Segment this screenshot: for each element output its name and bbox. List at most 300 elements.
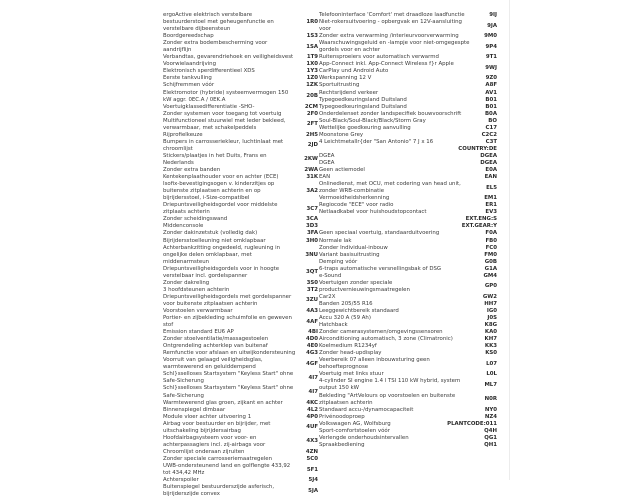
option-description: Koelmedium R1234yf (319, 343, 377, 350)
option-description: Schijfremmen vóór (163, 82, 215, 89)
option-code: 4D0 (306, 336, 318, 343)
option-code: 9P4 (485, 43, 497, 50)
option-code: 4ZN (305, 448, 318, 455)
option-description: Leeggewichtbereik standaard (319, 307, 399, 314)
option-description: Voertuig met links stuur (319, 371, 384, 378)
option-description: 3 hoofdsteunen achterin (163, 286, 230, 293)
option-row (319, 174, 497, 181)
option-row (319, 245, 497, 252)
option-row (319, 132, 497, 139)
option-code: 1T9 (306, 54, 318, 61)
option-code: 4BI (308, 329, 318, 336)
option-description: Geen actiemodel (319, 167, 365, 174)
option-code: 3A2 (306, 188, 318, 195)
option-description: Driepuntsveiligheidsgordels met gordelspanner voor buitenste zitplaatsen achterin (163, 293, 292, 307)
option-row (163, 421, 318, 435)
option-row (163, 484, 318, 498)
option-code: 20B (306, 93, 318, 100)
option-code: B0A (484, 110, 497, 117)
option-description: Binnenspiegel dimbaar (163, 406, 226, 413)
option-code: 3FA (307, 230, 318, 237)
option-row (163, 294, 318, 308)
option-code: C3T (485, 138, 497, 145)
option-description: Sport-comfortstoelen vóór (319, 427, 390, 434)
option-description: Portier- en zijbekleding schuimfolie en geweven stof (163, 315, 292, 329)
option-description: DGEA (319, 152, 335, 159)
option-row (319, 139, 497, 146)
option-description: Achterbankzitting ongedeeld, rugleuning in ongelijke delen omklapbaar, met middenarmsteun (163, 244, 281, 265)
option-code: 9IJ (489, 12, 497, 18)
option-code: 1Z0 (306, 75, 318, 82)
option-description: Zonder dakinzetstuk (volledig dak) (163, 230, 258, 237)
option-code: 2H5 (305, 131, 318, 138)
option-row (163, 280, 318, 287)
option-code: J0S (487, 315, 497, 322)
option-description: Driepuntsveiligheidsgordels voor in hoogte verstelbaar incl. gordelspanner (163, 265, 280, 279)
option-row (319, 350, 497, 357)
option-description: Schl}sselloses Startsystem "Keyless Start" ohne Safe-Sicherung (163, 371, 294, 385)
option-description: 6-traps automatische versnellingsbak of DSG (319, 265, 442, 272)
option-code: GW2 (482, 293, 497, 300)
option-code: EXT.GEAR:Y (461, 223, 497, 230)
option-code: 2CM (304, 103, 318, 110)
option-description: Rechtsrijdend verkeer (319, 89, 379, 96)
option-code: L07 (486, 360, 497, 367)
option-description: Hoofdairbagsysteem voor voor- en achterpassagiers incl. zij-airbags voor (163, 434, 266, 448)
option-code: 9T1 (485, 54, 497, 61)
option-row (319, 442, 497, 449)
option-code: ER1 (485, 202, 497, 209)
option-description: Hatchback (319, 322, 348, 329)
option-description: Veerbereik 07 alleen inbouwsturing geen behoefteprognose (319, 357, 430, 371)
option-row (163, 174, 318, 181)
option-row (319, 75, 497, 82)
option-row (163, 400, 318, 407)
option-description: Onlinedienst, met OCU, met codering van head unit, zonder WRB-combinatie (319, 181, 461, 195)
option-code: NZ4 (484, 413, 497, 420)
option-code: 4KC (306, 399, 318, 406)
option-code: 4P0 (306, 413, 318, 420)
option-row (163, 104, 318, 111)
option-row (319, 238, 497, 245)
option-row (163, 153, 318, 167)
option-row (319, 195, 497, 202)
option-code: 9JA (487, 22, 497, 29)
option-row (319, 125, 497, 132)
option-description: Demping vóór (319, 258, 358, 265)
page-edge-divider (509, 0, 510, 480)
option-row (319, 421, 497, 428)
option-description: Car2X (319, 293, 336, 300)
option-code: 9Z0 (485, 75, 497, 82)
option-description: Warmtewerend glas groen, zijkant en achter (163, 399, 283, 406)
option-description: Sportuitrusting (319, 82, 360, 89)
option-code: 5J4 (308, 477, 318, 484)
option-row (319, 294, 497, 301)
option-code: Q4H (484, 427, 497, 434)
option-code: FB0 (485, 237, 497, 244)
option-row (319, 118, 497, 125)
option-row (163, 371, 318, 385)
option-description: Module vloer achter uitvoering 1 (163, 413, 252, 420)
option-code: E0A (485, 167, 497, 174)
option-code: GP0 (484, 283, 497, 290)
option-code: 3C7 (306, 205, 318, 212)
option-code: BO (488, 117, 497, 124)
option-description: Verlengde onderhoudsintervallen (319, 434, 409, 441)
option-description: Elektromotor (hybride) systeemvermogen 150 kW aggr. 0EC.A / 0EK.A (163, 89, 289, 103)
option-row (319, 12, 497, 19)
option-row (163, 449, 318, 456)
option-code: 5C0 (306, 455, 318, 462)
option-row (319, 97, 497, 104)
option-row (319, 343, 497, 350)
option-row (163, 329, 318, 336)
option-description: Rijprofielkeuze (163, 131, 203, 138)
option-description: Netlaadkabel voor huishoudstopcontact (319, 209, 427, 216)
option-row (163, 308, 318, 315)
option-code: EM1 (484, 195, 497, 202)
option-description: Chroomlijst onderaan zijruiten (163, 448, 245, 455)
option-row (319, 167, 497, 174)
option-code: 4L2 (307, 406, 318, 413)
option-row (319, 61, 497, 75)
option-code: 2WA (304, 167, 318, 174)
option-code: 31K (306, 174, 318, 181)
option-row (319, 160, 497, 167)
option-row (163, 287, 318, 294)
option-description: Driepuntsveiligheidsgordel voor middelste zitplaats achterin (163, 202, 278, 216)
option-row (319, 336, 497, 343)
option-code: G0B (484, 258, 497, 265)
option-description: Airconditioning automatisch, 3 zone (Climatronic) (319, 336, 453, 343)
option-code: 4I7 (308, 374, 318, 381)
option-row (163, 435, 318, 449)
option-description: Voertuigen zonder speciale productvernieuwingsmaatregelen (319, 279, 410, 293)
option-code: NY0 (484, 406, 497, 413)
option-description: e-Sound (319, 272, 342, 279)
option-code: PLANTCODE:011 (447, 420, 497, 427)
option-description: Voorstoelen verwarmbaar (163, 307, 233, 314)
option-row (319, 414, 497, 421)
option-row (163, 82, 318, 89)
option-row (319, 322, 497, 329)
option-description: Typegoedkeuringsland Duitsland (319, 103, 407, 110)
option-code: 3CA (306, 216, 318, 223)
option-code: 3S0 (306, 279, 318, 286)
option-description: Geen speciaal voertuig, standaarduitvoering (319, 230, 440, 237)
option-description: Spraakbediening (319, 441, 365, 448)
option-description: Zonder stoelventilatie/massagestoelen (163, 336, 269, 343)
option-description: Voorruit van gelaagd veiligheidsglas, warmtewerend en geluiddempend (163, 357, 263, 371)
option-description: Kentekenplaathouder voor en achter (ECE) (163, 174, 279, 181)
option-code: 2KW (304, 156, 318, 163)
option-description: Schl}sselloses Startsystem "Keyless Start" ohne Safe-Sicherung (163, 385, 294, 399)
option-row (163, 230, 318, 237)
option-code: FC0 (485, 244, 497, 251)
option-description: 4-cylinder SI engine 1.4 l TSI 110 kW hybrid, system output 150 kW (319, 378, 461, 392)
option-description: Werkspanning 12 V (319, 75, 372, 82)
option-description: Verbandtas, gevarendriehoek en veiligheidsvest (163, 54, 294, 61)
option-row (163, 54, 318, 61)
option-description: Privénoodoproep (319, 413, 365, 420)
option-description: Regiocode "ECE" voor radio (319, 202, 394, 209)
option-row (163, 266, 318, 280)
option-code: 2JD (307, 142, 318, 149)
option-row (163, 238, 318, 245)
option-description: 4 Leichtmetallr{der "San Antonio" 7 J x 16 (319, 138, 434, 145)
option-code: EAN (484, 174, 497, 181)
option-code: 3D3 (306, 223, 318, 230)
option-description: Ruitensproeiers voor automatisch verwarmd (319, 54, 439, 61)
option-row (319, 266, 497, 273)
option-code: 5JA (308, 487, 318, 494)
option-description: Zonder Individual-inbouw (319, 244, 388, 251)
option-row (319, 329, 497, 336)
option-code: 3H0 (305, 237, 318, 244)
option-row (319, 259, 497, 266)
option-code: KS0 (485, 350, 497, 357)
option-code: 1SA (306, 43, 318, 50)
option-description: Wettelijke goedkeuring aanvulling (319, 124, 411, 131)
option-description: Emission standard EU6 AP (163, 329, 234, 336)
option-row (319, 202, 497, 209)
option-row (163, 40, 318, 54)
options-list-right (319, 12, 497, 449)
option-description: Achterspoiler (163, 477, 199, 484)
option-row (163, 343, 318, 350)
option-code: A8F (485, 82, 497, 89)
option-description: Buitenspiegel bestuurderszijde asferisch, bijrijderszijde convex (163, 484, 275, 498)
option-description: Niet-rokersuitvoering - opbergvak en 12V-aansluiting voor (319, 19, 462, 33)
option-code: QG1 (484, 434, 497, 441)
option-row (319, 146, 497, 153)
option-row (319, 280, 497, 294)
option-description: Zonder speciale carrosseriemaatregelen (163, 455, 273, 462)
option-row (319, 308, 497, 315)
option-description: Bumpers in carrosseriekleur, luchtinlaat met chroomlijst (163, 138, 284, 152)
option-code: GM4 (483, 272, 497, 279)
option-row (163, 118, 318, 132)
option-description: Zonder extra verwarming /interieurvoorverwarming (319, 33, 459, 40)
option-description: Accu 320 A (59 Ah) (319, 315, 371, 322)
option-code: EV3 (485, 209, 497, 216)
option-row (163, 414, 318, 421)
option-row (319, 301, 497, 308)
option-description: Bijrijdersstoelleuning niet omklapbaar (163, 237, 266, 244)
option-description: Eerste tankvulling (163, 75, 212, 82)
option-code: 4A3 (306, 307, 318, 314)
option-row (319, 40, 497, 54)
option-description: Onderdelenset zonder landspecifiek bouwvoorschrift (319, 110, 462, 117)
option-row (163, 111, 318, 118)
option-code: HH7 (484, 300, 497, 307)
option-row (163, 181, 318, 202)
option-row (319, 315, 497, 322)
option-code: 9WJ (485, 64, 497, 71)
option-row (319, 252, 497, 259)
option-code: 4GF (306, 360, 318, 367)
option-row (163, 139, 318, 153)
option-description: UWB-ondersteunend land en golflengte 433,92 tot 434,42 MHz (163, 463, 291, 477)
option-description: Ontgrendeling achterklep van buitenaf (163, 343, 268, 350)
option-description: Zonder scheidingswand (163, 216, 228, 223)
option-row (319, 54, 497, 61)
option-description: Normale lak (319, 237, 352, 244)
option-code: L0L (486, 371, 497, 378)
option-code: 3QT (305, 269, 318, 276)
option-description: Vermoeidheidsherkenning (319, 195, 390, 202)
option-row (163, 202, 318, 216)
option-code: F0A (485, 230, 497, 237)
options-list-left (163, 12, 318, 498)
option-code: AV1 (485, 89, 497, 96)
option-description: Voertuigklassedifferentiatie -SHO- (163, 103, 255, 110)
option-code: B01 (485, 96, 497, 103)
option-row (163, 456, 318, 463)
option-description: Soul-Black/Soul-Black/Black/Storm Gray (319, 117, 426, 124)
option-code: 1S3 (306, 33, 318, 40)
option-code: 2F0 (306, 110, 318, 117)
option-row (163, 477, 318, 484)
option-code: G1A (484, 265, 497, 272)
option-description: DGEA (319, 159, 335, 166)
option-description: Zonder camerasystemen/omgevingssensoren (319, 329, 443, 336)
option-code: 1R0 (306, 19, 318, 26)
option-code: 4X3 (306, 438, 318, 445)
option-description: App-Connect inkl. App-Connect Wireless f}r Apple CarPlay und Android Auto (319, 61, 454, 75)
option-description: Airbag voor bestuurder en bijrijder, met uitschakeling bijrijdersairbag (163, 420, 271, 434)
option-code: B01 (485, 103, 497, 110)
option-code: QH1 (484, 441, 497, 448)
option-code: ML7 (484, 381, 497, 388)
option-row (319, 393, 497, 407)
option-code: DGEA (480, 159, 497, 166)
option-row (319, 216, 497, 223)
option-row (319, 371, 497, 378)
option-code: 4I7 (308, 389, 318, 395)
option-row (319, 223, 497, 230)
option-row (319, 104, 497, 111)
option-code: COUNTRY:DE (458, 145, 497, 152)
option-row (163, 385, 318, 399)
option-description: Moonstone Grey (319, 131, 364, 138)
option-row (319, 230, 497, 237)
option-description: Banden 205/55 R16 (319, 300, 373, 307)
option-row (163, 315, 318, 329)
option-row (319, 181, 497, 195)
option-description: Voorwielaandrijving (163, 61, 216, 68)
option-row (163, 407, 318, 414)
option-code: 3T2 (306, 286, 318, 293)
option-code: 2FT (306, 121, 318, 128)
option-row (163, 223, 318, 230)
option-code: 4UF (306, 424, 318, 431)
option-row (163, 216, 318, 223)
option-code: 9M0 (484, 33, 497, 40)
option-row (319, 378, 497, 392)
option-row (319, 19, 497, 33)
option-row (163, 132, 318, 139)
option-code: 4E0 (306, 343, 318, 350)
option-code: KH7 (484, 336, 497, 343)
option-row (163, 33, 318, 40)
option-description: Stickers/plaatjes in het Duits, Frans en Nederlands (163, 152, 267, 166)
option-description: Zonder extra banden (163, 167, 221, 174)
option-row (163, 245, 318, 266)
option-code: N0R (484, 396, 497, 403)
option-code: 3NU (305, 251, 318, 258)
option-description: Zonder dakreling (163, 279, 210, 286)
option-description: Isofix-bevestigingsogen v. kinderzitjes op buitenste zitplaatsen achterin en op bijrijdersstoel, i-Size-compatibel (163, 181, 275, 202)
option-row (163, 336, 318, 343)
option-row (163, 12, 318, 33)
option-code: DGEA (480, 152, 497, 159)
option-row (163, 463, 318, 477)
option-row (163, 61, 318, 68)
option-code: FM0 (484, 251, 497, 258)
option-description: Bekleding "ArtVelours op voorstoelen en buitenste zitplaatsen achterin (319, 392, 456, 406)
option-row (319, 82, 497, 89)
option-code: 1Y3 (306, 68, 318, 75)
option-description: Multifunctioneel stuurwiel met leder bekleed, verwarmbaar, met schakelpeddels (163, 117, 286, 131)
option-description: Zonder systemen voor toegang tot voertuig (163, 110, 282, 117)
option-row (163, 357, 318, 371)
option-description: Elektronisch sperdifferentieel XDS (163, 68, 255, 75)
option-description: ergoActive elektrisch verstelbare bestuurderstoel met geheugenfunctie en verstelbare dijbeensteun (163, 12, 274, 33)
option-description: Boordgereedschap (163, 33, 214, 40)
option-code: KK3 (484, 343, 497, 350)
option-description: Zonder head-updisplay (319, 350, 382, 357)
option-row (319, 407, 497, 414)
option-row (319, 357, 497, 371)
option-code: 1X0 (306, 61, 318, 68)
option-row (319, 153, 497, 160)
option-row (319, 209, 497, 216)
option-row (163, 350, 318, 357)
option-description: Telefooninterface 'Comfort' met draadloze laadfunctie (319, 12, 465, 18)
option-row (319, 90, 497, 97)
option-description: Remfunctie voor afslaan en uitwijkondersteuning (163, 350, 296, 357)
option-row (319, 435, 497, 442)
option-row (319, 111, 497, 118)
option-code: EL5 (486, 184, 497, 191)
option-code: C17 (485, 124, 497, 131)
option-row (319, 273, 497, 280)
option-description: Zonder extra bodembescherming voor aandrijflijn (163, 40, 268, 54)
option-code: IG0 (486, 307, 497, 314)
option-description: EAN (319, 174, 331, 181)
option-row (319, 33, 497, 40)
option-code: 4AF (306, 318, 318, 325)
option-code: 1ZK (306, 82, 318, 89)
option-code: 3ZU (305, 297, 318, 304)
option-description: Waarschuwingsgeluid en -lampje voor niet-omgegespte gordels voor en achter (319, 40, 470, 54)
option-code: K8G (484, 322, 497, 329)
option-code: C2C2 (481, 131, 497, 138)
option-row (163, 68, 318, 75)
option-description: Variant basisuitrusting (319, 251, 380, 258)
option-code: KA0 (484, 329, 497, 336)
option-code: EXT.ENG:S (465, 216, 497, 223)
option-row (319, 428, 497, 435)
option-row (163, 167, 318, 174)
option-code: 5F1 (306, 466, 318, 473)
option-description: Typegoedkeuringsland Duitsland (319, 96, 407, 103)
option-description: Middenconsole (163, 223, 204, 230)
option-row (163, 90, 318, 104)
option-code: 4G3 (306, 350, 318, 357)
